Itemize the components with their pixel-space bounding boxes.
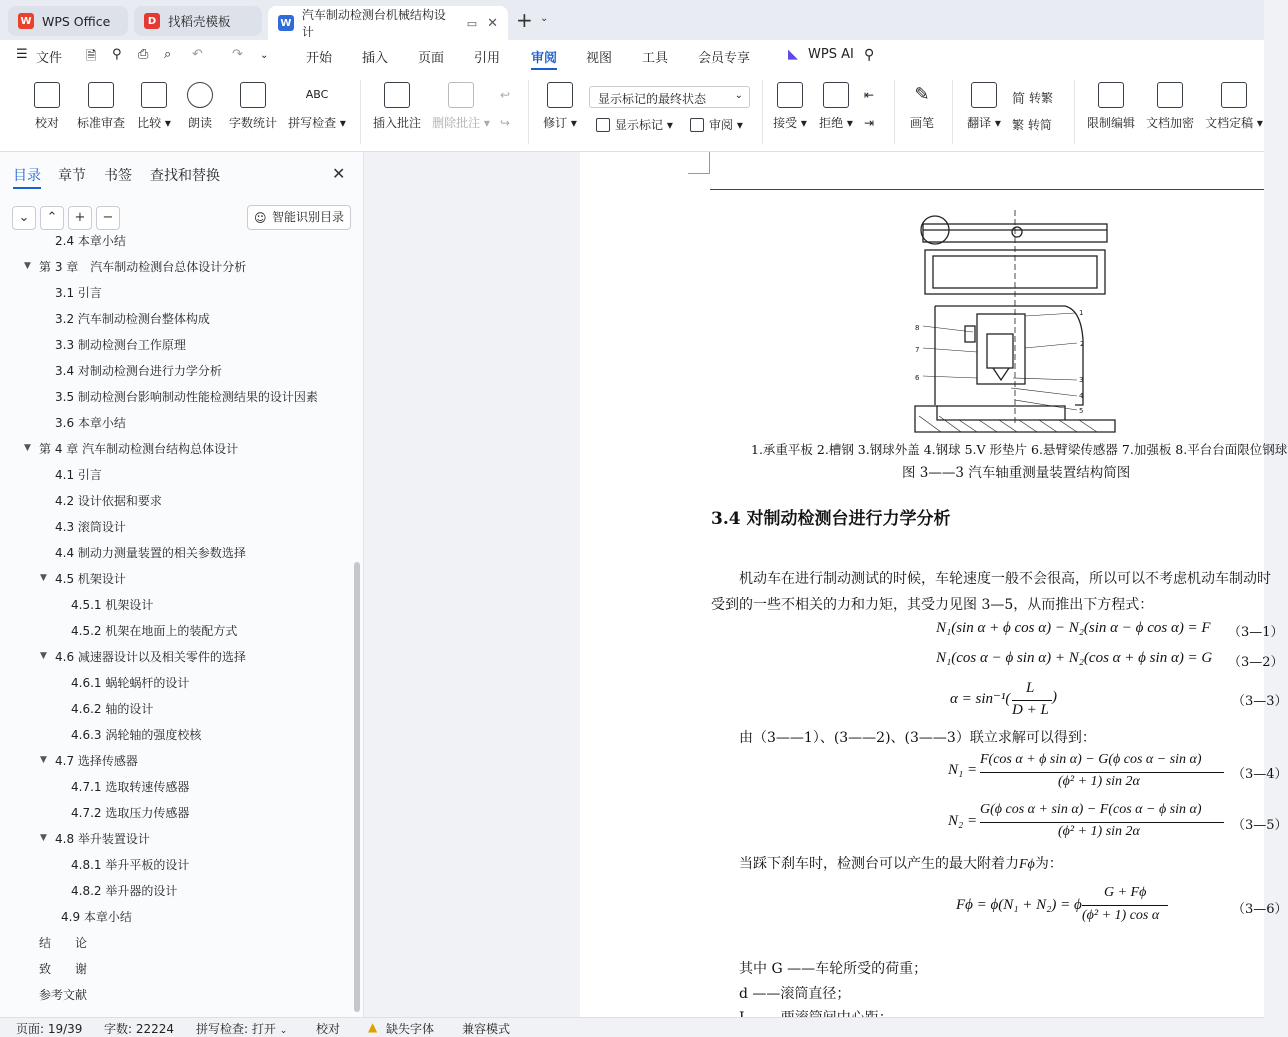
- revise-button[interactable]: 修订 ▾: [540, 82, 580, 131]
- page-corner-mark: [688, 152, 710, 174]
- menu-review[interactable]: 审阅: [531, 47, 557, 70]
- compare-icon: [141, 82, 167, 108]
- equation-5-lhs: N₂ =: [948, 813, 978, 829]
- toc-item[interactable]: 4.2 设计依据和要求: [55, 494, 162, 508]
- definition-line: d ——滚筒直径；: [739, 986, 851, 1002]
- tab-label: WPS Office: [42, 13, 111, 29]
- next-comment-icon[interactable]: ↪: [500, 116, 511, 130]
- page-indicator[interactable]: 页面: 19/39: [16, 1022, 83, 1036]
- word-count-icon: [240, 82, 266, 108]
- paragraph-line: 由（3——1）、(3——2)、(3——3）联立求解可以得到：: [739, 730, 1096, 746]
- fraction-bar: [1012, 700, 1052, 701]
- toc-item[interactable]: 4.3 滚筒设计: [55, 520, 126, 534]
- previous-comment-icon[interactable]: ↩: [500, 88, 511, 102]
- toc-item[interactable]: 结 论: [39, 936, 88, 950]
- restrict-edit-button[interactable]: 限制编辑: [1084, 82, 1138, 131]
- spell-check-button[interactable]: ABC 拼写检查 ▾: [286, 82, 348, 131]
- equation-number: （3—6）: [1232, 902, 1288, 917]
- accept-icon: [777, 82, 803, 108]
- traditional-icon: 简: [1012, 92, 1026, 107]
- figure-label: 8: [915, 324, 920, 332]
- to-traditional-button[interactable]: 简 转繁: [1012, 88, 1053, 107]
- figure-label: 3: [1079, 376, 1084, 384]
- section-heading: 3.4 对制动检测台进行力学分析: [711, 509, 951, 529]
- ribbon-divider: [528, 80, 529, 144]
- speaker-icon: [187, 82, 213, 108]
- toc-item[interactable]: 4.6.3 涡轮轴的强度校核: [71, 728, 202, 742]
- close-icon[interactable]: ✕: [332, 164, 346, 183]
- equation-2: N₁(cos α − ϕ sin α) + N₂(cos α + ϕ sin α) = G: [936, 650, 1213, 666]
- standard-review-icon: [88, 82, 114, 108]
- finalize-icon: [1221, 82, 1247, 108]
- comment-delete-icon: [448, 82, 474, 108]
- toc-item[interactable]: 3.1 引言: [55, 286, 102, 300]
- equation-1: N₁(sin α + ϕ cos α) − N₂(sin α − ϕ cos α) = F: [936, 620, 1211, 636]
- equation-6-lhs: Fϕ = ϕ(N₁ + N₂) = ϕ: [956, 897, 1082, 913]
- toc-item[interactable]: 3.5 制动检测台影响制动性能检测结果的设计因素: [55, 390, 318, 404]
- tab-chapters[interactable]: 章节: [58, 168, 86, 184]
- figure-caption: 图 3——3 汽车轴重测量装置结构简图: [902, 465, 1131, 481]
- figure-label: 2: [1080, 340, 1085, 348]
- status-bar: [0, 1017, 1264, 1035]
- read-aloud-button[interactable]: 朗读: [184, 82, 216, 131]
- expand-caret-icon[interactable]: ▼: [40, 651, 47, 661]
- equation-3-denominator: D + L: [1012, 702, 1049, 718]
- review-pane-button[interactable]: 审阅 ▾: [690, 116, 743, 133]
- proofread-icon: [34, 82, 60, 108]
- save-icon[interactable]: 🗎: [86, 49, 97, 64]
- add-level-button[interactable]: [68, 206, 92, 230]
- tab-find-replace[interactable]: 查找和替换: [150, 168, 220, 184]
- expand-caret-icon[interactable]: ▼: [24, 443, 31, 453]
- sidebar-scrollbar[interactable]: [354, 562, 360, 1012]
- figure-label: 5: [1079, 407, 1084, 415]
- toc-item[interactable]: 4.1 引言: [55, 468, 102, 482]
- equation-4-numerator: F(cos α + ϕ sin α) − G(ϕ cos α − sin α): [980, 752, 1202, 767]
- equation-3-close: ): [1052, 689, 1057, 705]
- tab-wps-office[interactable]: [8, 6, 128, 36]
- paragraph-text: 当踩下刹车时，检测台可以产生的最大附着力: [739, 856, 1019, 872]
- document-page[interactable]: [580, 152, 1288, 1017]
- wps-ai-button[interactable]: WPS AI: [808, 47, 854, 62]
- toc-item[interactable]: 4.6.2 轴的设计: [71, 702, 154, 716]
- chevron-down-icon[interactable]: ⌄: [540, 13, 549, 24]
- ribbon-divider: [360, 80, 361, 144]
- equation-3-numerator: L: [1026, 680, 1035, 696]
- plus-icon: +: [74, 210, 86, 225]
- tab-bookmarks[interactable]: 书签: [104, 168, 132, 184]
- smart-toc-button[interactable]: ☺ 智能识别目录: [247, 205, 351, 230]
- toc-item[interactable]: 4.5.2 机架在地面上的装配方式: [71, 624, 238, 638]
- encrypt-icon: [1157, 82, 1183, 108]
- equation-5-denominator: (ϕ² + 1) sin 2α: [1058, 824, 1140, 839]
- equation-number: （3—4）: [1232, 767, 1288, 782]
- toc-item[interactable]: 4.4 制动力测量装置的相关参数选择: [55, 546, 246, 560]
- figure-label: 4: [1079, 392, 1084, 400]
- toc-item[interactable]: 致 谢: [39, 962, 88, 976]
- figure-label: 1: [1079, 309, 1084, 317]
- chevron-up-icon: ⌃: [46, 210, 58, 225]
- word-count-button[interactable]: 字数统计: [226, 82, 280, 131]
- docer-icon: D: [144, 13, 160, 29]
- insert-comment-button[interactable]: 插入批注: [370, 82, 424, 131]
- wps-logo-icon: W: [18, 13, 34, 29]
- revise-icon: [547, 82, 573, 108]
- smart-icon: ☺: [254, 211, 267, 225]
- fraction-bar: [980, 772, 1224, 773]
- pen-button[interactable]: ✎ 画笔: [909, 84, 934, 130]
- standard-review-button[interactable]: 标准审查: [74, 82, 128, 131]
- word-count-indicator[interactable]: 字数: 22224: [104, 1022, 175, 1036]
- ribbon-divider: [894, 80, 895, 144]
- axle-weight-device-figure: [915, 210, 1115, 432]
- navigation-pane: [0, 152, 364, 1017]
- equation-5-numerator: G(ϕ cos α + sin α) − F(cos α − ϕ sin α): [980, 802, 1202, 817]
- toc-item[interactable]: 第 3 章 汽车制动检测台总体设计分析: [39, 260, 247, 274]
- expand-button[interactable]: [40, 206, 64, 230]
- toc-item[interactable]: 4.9 本章小结: [61, 910, 132, 924]
- review-pane-icon: [690, 118, 704, 132]
- menu-page[interactable]: 页面: [418, 51, 445, 66]
- translate-button[interactable]: 翻译 ▾: [964, 82, 1004, 131]
- figure-legend: 1.承重平板 2.槽钢 3.钢球外盖 4.钢球 5.V 形垫片 6.悬臂梁传感器 7.加强板 8.平台台面限位钢球: [751, 442, 1288, 457]
- figure-label: 6: [915, 374, 920, 382]
- expand-caret-icon[interactable]: ▼: [40, 755, 47, 765]
- equation-4-denominator: (ϕ² + 1) sin 2α: [1058, 774, 1140, 789]
- search-icon[interactable]: ⚲: [864, 47, 875, 63]
- toc-item[interactable]: 4.7.2 选取压力传感器: [71, 806, 190, 820]
- ribbon-divider: [762, 80, 763, 144]
- ribbon-divider: [952, 80, 953, 144]
- toc-item[interactable]: 2.4 本章小结: [55, 234, 126, 248]
- translate-icon: [971, 82, 997, 108]
- share-icon[interactable]: ⚲: [112, 47, 122, 62]
- equation-4-lhs: N₁ =: [948, 762, 978, 778]
- print-icon[interactable]: ⎙: [138, 47, 149, 62]
- tab-label: 找稻壳模板: [168, 14, 231, 29]
- equation-6-numerator: G + Fϕ: [1104, 885, 1147, 900]
- menu-reference[interactable]: 引用: [474, 51, 501, 66]
- delete-comment-button[interactable]: 删除批注 ▾: [430, 82, 492, 131]
- toc-item[interactable]: 4.6.1 蜗轮蜗杆的设计: [71, 676, 190, 690]
- reject-button[interactable]: 拒绝 ▾: [818, 82, 854, 131]
- redo-icon[interactable]: ↷: [232, 47, 243, 62]
- toc-item[interactable]: 3.6 本章小结: [55, 416, 126, 430]
- lock-document-icon: [1098, 82, 1124, 108]
- finalize-button[interactable]: 文档定稿 ▾: [1204, 82, 1264, 131]
- menu-insert[interactable]: 插入: [362, 51, 389, 66]
- paragraph-line: 机动车在进行制动测试的时候，车轮速度一般不会很高，所以可以不考虑机动车制动时: [739, 571, 1271, 587]
- toc-item[interactable]: 4.8 举升装置设计: [55, 832, 150, 846]
- chevron-down-icon: ⌄: [18, 210, 30, 225]
- menu-tools[interactable]: 工具: [642, 51, 669, 66]
- menu-member[interactable]: 会员专享: [698, 51, 751, 66]
- spell-check-icon: ABC: [305, 88, 329, 101]
- compare-button[interactable]: 比较 ▾: [134, 82, 174, 131]
- remove-level-button[interactable]: [96, 206, 120, 230]
- accept-button[interactable]: 接受 ▾: [772, 82, 808, 131]
- spell-check-indicator[interactable]: 拼写检查: 打开 ⌄: [196, 1022, 288, 1036]
- figure-label: 7: [915, 346, 920, 354]
- show-markup-icon: [596, 118, 610, 132]
- expand-caret-icon[interactable]: ▼: [24, 261, 31, 271]
- document-gutter: [365, 152, 580, 1017]
- writer-icon: W: [278, 15, 294, 31]
- minus-icon: −: [102, 210, 114, 225]
- encrypt-button[interactable]: 文档加密: [1144, 82, 1196, 131]
- toc-item[interactable]: 3.4 对制动检测台进行力学分析: [55, 364, 222, 378]
- file-menu[interactable]: 文件: [36, 51, 63, 66]
- toc-item[interactable]: 3.3 制动检测台工作原理: [55, 338, 186, 352]
- undo-icon[interactable]: ↶: [192, 47, 203, 62]
- toc-item[interactable]: 第 4 章 汽车制动检测台结构总体设计: [39, 442, 239, 456]
- window-tab-bar: [0, 0, 1264, 40]
- wps-ai-icon[interactable]: ◣: [788, 47, 798, 62]
- show-markup-button[interactable]: 显示标记 ▾: [596, 116, 673, 133]
- toc-item[interactable]: 4.6 减速器设计以及相关零件的选择: [55, 650, 246, 664]
- inline-variable: Fϕ: [1019, 857, 1035, 872]
- warning-icon: ▲: [368, 1020, 378, 1034]
- hamburger-icon[interactable]: ☰: [16, 47, 28, 62]
- ribbon-divider: [1074, 80, 1075, 144]
- toc-item[interactable]: 4.5.1 机架设计: [71, 598, 154, 612]
- menu-start[interactable]: 开始: [306, 51, 333, 66]
- toc-item[interactable]: 4.5 机架设计: [55, 572, 126, 586]
- toc-item[interactable]: 3.2 汽车制动检测台整体构成: [55, 312, 210, 326]
- chevron-down-icon: ⌄: [279, 1026, 288, 1036]
- reject-icon: [823, 82, 849, 108]
- tab-monitor-icon[interactable]: ▭: [466, 16, 478, 30]
- toc-item[interactable]: 4.8.2 举升器的设计: [71, 884, 178, 898]
- equation-number: （3—1）: [1228, 625, 1284, 640]
- expand-caret-icon[interactable]: ▼: [40, 573, 47, 583]
- chevron-down-icon: ⌄: [734, 90, 743, 101]
- pen-icon: ✎: [914, 84, 930, 105]
- proofread-button[interactable]: 校对: [30, 82, 64, 131]
- next-change-icon[interactable]: ⇥: [864, 116, 875, 130]
- close-icon[interactable]: ✕: [487, 15, 498, 31]
- previous-change-icon[interactable]: ⇤: [864, 88, 875, 102]
- menu-bar: [0, 40, 1264, 72]
- comment-add-icon: [384, 82, 410, 108]
- missing-font-indicator[interactable]: 缺失字体: [386, 1022, 435, 1036]
- toc-item[interactable]: 4.8.1 举升平板的设计: [71, 858, 190, 872]
- menu-view[interactable]: 视图: [586, 51, 613, 66]
- toc-item[interactable]: 4.7 选择传感器: [55, 754, 138, 768]
- tab-toc[interactable]: 目录: [13, 165, 41, 189]
- toc-item[interactable]: 4.7.1 选取转速传感器: [71, 780, 190, 794]
- paragraph-line: 受到的一些不相关的力和力矩，其受力见图 3—5，从而推出下方程式：: [711, 597, 1154, 613]
- tab-document[interactable]: [268, 6, 508, 40]
- to-simplified-button[interactable]: 繁 转简: [1012, 118, 1052, 132]
- equation-number: （3—5）: [1232, 818, 1288, 833]
- fraction-bar: [1082, 905, 1168, 906]
- chevron-down-icon[interactable]: ⌄: [260, 50, 269, 61]
- expand-caret-icon[interactable]: ▼: [40, 833, 47, 843]
- header-rule: [710, 189, 1264, 190]
- equation-3-lhs: α = sin⁻¹(: [950, 691, 1011, 707]
- tab-label: 汽车制动检测台机械结构设计: [301, 8, 446, 39]
- new-tab-icon[interactable]: +: [516, 8, 533, 32]
- equation-number: （3—2）: [1228, 655, 1284, 670]
- tab-docer-templates[interactable]: [134, 6, 262, 36]
- paragraph-line: [739, 853, 1063, 873]
- toc-item[interactable]: 参考文献: [39, 988, 88, 1002]
- fraction-bar: [980, 822, 1224, 823]
- collapse-button[interactable]: [12, 206, 36, 230]
- equation-6-denominator: (ϕ² + 1) cos α: [1082, 908, 1160, 923]
- definition-line: 其中 G ——车轮所受的荷重；: [739, 961, 928, 977]
- equation-number: （3—3）: [1232, 694, 1288, 709]
- toc-list: [0, 234, 350, 1013]
- print-preview-icon[interactable]: ⌕: [164, 47, 172, 62]
- proof-indicator[interactable]: 校对: [316, 1022, 341, 1036]
- compat-mode-indicator[interactable]: 兼容模式: [462, 1022, 511, 1036]
- paragraph-text: 为：: [1034, 856, 1063, 872]
- markup-state-select[interactable]: 显示标记的最终状态 ⌄: [589, 86, 750, 108]
- review-ribbon: [0, 72, 1264, 152]
